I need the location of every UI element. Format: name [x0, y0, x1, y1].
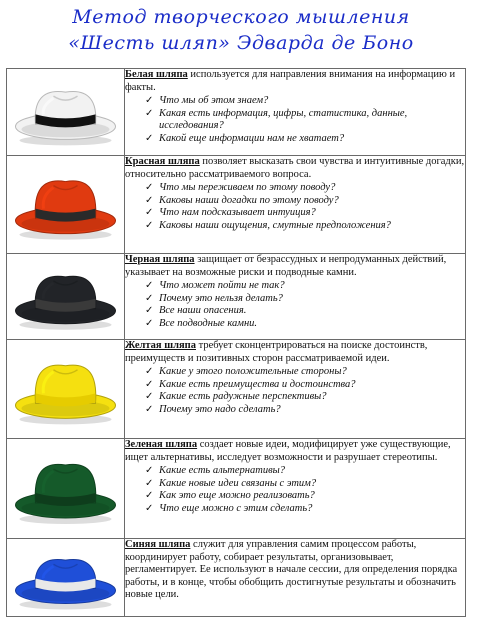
list-item: ✓ Что может пойти не так?: [145, 280, 465, 293]
hat-description: служит для управления самим процессом работы, координирует работу, собирает результаты, организовывает, регламентирует. Ее используют в начале сессии, для определения порядка работы, и в конце, чтобы обобщить достигнутые результаты и обозначить новые цели.: [125, 539, 458, 600]
question-list: [125, 95, 465, 145]
list-item: ✓ Почему это нельзя делать?: [145, 293, 465, 306]
question-list: [125, 465, 465, 515]
list-item: ✓ Как это еще можно реализовать?: [145, 490, 465, 503]
table-row: [7, 69, 466, 156]
hat-description: используется для направления внимания на информацию и факты.: [125, 69, 456, 93]
black-hat-icon: [7, 254, 124, 340]
list-item: ✓ Каковы наши догадки по этому поводу?: [145, 195, 465, 208]
hat-name: Белая шляпа: [125, 69, 188, 80]
hat-description-cell: [125, 439, 466, 539]
list-item: ✓ Все наши опасения.: [145, 305, 465, 318]
hat-description-cell: [125, 254, 466, 340]
question-list: [125, 366, 465, 416]
list-item: ✓ Каковы наши ощущения, смутные предположения?: [145, 220, 465, 233]
list-item: ✓ Какие есть альтернативы?: [145, 465, 465, 478]
table-row: [7, 340, 466, 439]
list-item: ✓ Все подводные камни.: [145, 318, 465, 331]
list-item: ✓ Какие есть радужные перспективы?: [145, 391, 465, 404]
hat-image-cell: [7, 69, 125, 156]
hat-name: Зеленая шляпа: [125, 439, 198, 450]
hat-description: создает новые идеи, модифицирует уже существующие, ищет альтернативы, исследует возможности и разрушает стереотипы.: [125, 439, 451, 463]
table-row: [7, 539, 466, 617]
hat-image-cell: [7, 439, 125, 539]
hat-description-cell: [125, 69, 466, 156]
hat-name: Красная шляпа: [125, 156, 200, 167]
list-item: ✓ Какой еще информации нам не хватает?: [145, 133, 465, 146]
hat-description: защищает от безрассудных и непродуманных действий, указывает на возможные риски и подводные камни.: [125, 254, 447, 278]
hat-description-cell: [125, 156, 466, 254]
list-item: ✓ Какая есть информация, цифры, статистика, данные, исследования?: [145, 108, 465, 133]
list-item: ✓ Что нам подсказывает интуиция?: [145, 207, 465, 220]
page-title: [0, 4, 482, 56]
question-list: [125, 280, 465, 330]
table-row: [7, 439, 466, 539]
hat-description: позволяет высказать свои чувства и интуитивные догадки, относительно рассматриваемого вопроса.: [125, 156, 465, 180]
title-line-2: «Шесть шляп» Эдварда де Боно: [68, 32, 414, 54]
hats-table: [6, 68, 466, 617]
hat-name: Желтая шляпа: [125, 340, 196, 351]
list-item: ✓ Что мы об этом знаем?: [145, 95, 465, 108]
table-row: [7, 254, 466, 340]
yellow-hat-icon: [7, 340, 124, 439]
table-row: [7, 156, 466, 254]
hat-image-cell: [7, 156, 125, 254]
hat-image-cell: [7, 254, 125, 340]
hat-description-cell: [125, 340, 466, 439]
hat-description-cell: [125, 539, 466, 617]
hat-name: Черная шляпа: [125, 254, 195, 265]
hat-image-cell: [7, 539, 125, 617]
green-hat-icon: [7, 439, 124, 539]
list-item: ✓ Что еще можно с этим сделать?: [145, 503, 465, 516]
blue-hat-icon: [7, 539, 124, 617]
white-hat-icon: [7, 69, 124, 156]
question-list: [125, 182, 465, 232]
list-item: ✓ Какие у этого положительные стороны?: [145, 366, 465, 379]
list-item: ✓ Какие новые идеи связаны с этим?: [145, 478, 465, 491]
list-item: ✓ Что мы переживаем по этому поводу?: [145, 182, 465, 195]
red-hat-icon: [7, 156, 124, 254]
list-item: ✓ Какие есть преимущества и достоинства?: [145, 379, 465, 392]
hat-name: Синяя шляпа: [125, 539, 191, 550]
hat-image-cell: [7, 340, 125, 439]
list-item: ✓ Почему это надо сделать?: [145, 404, 465, 417]
title-line-1: Метод творческого мышления: [72, 6, 410, 28]
hat-description: требует сконцентрироваться на поиске достоинств, преимуществ и позитивных сторон рассматриваемой идеи.: [125, 340, 428, 364]
